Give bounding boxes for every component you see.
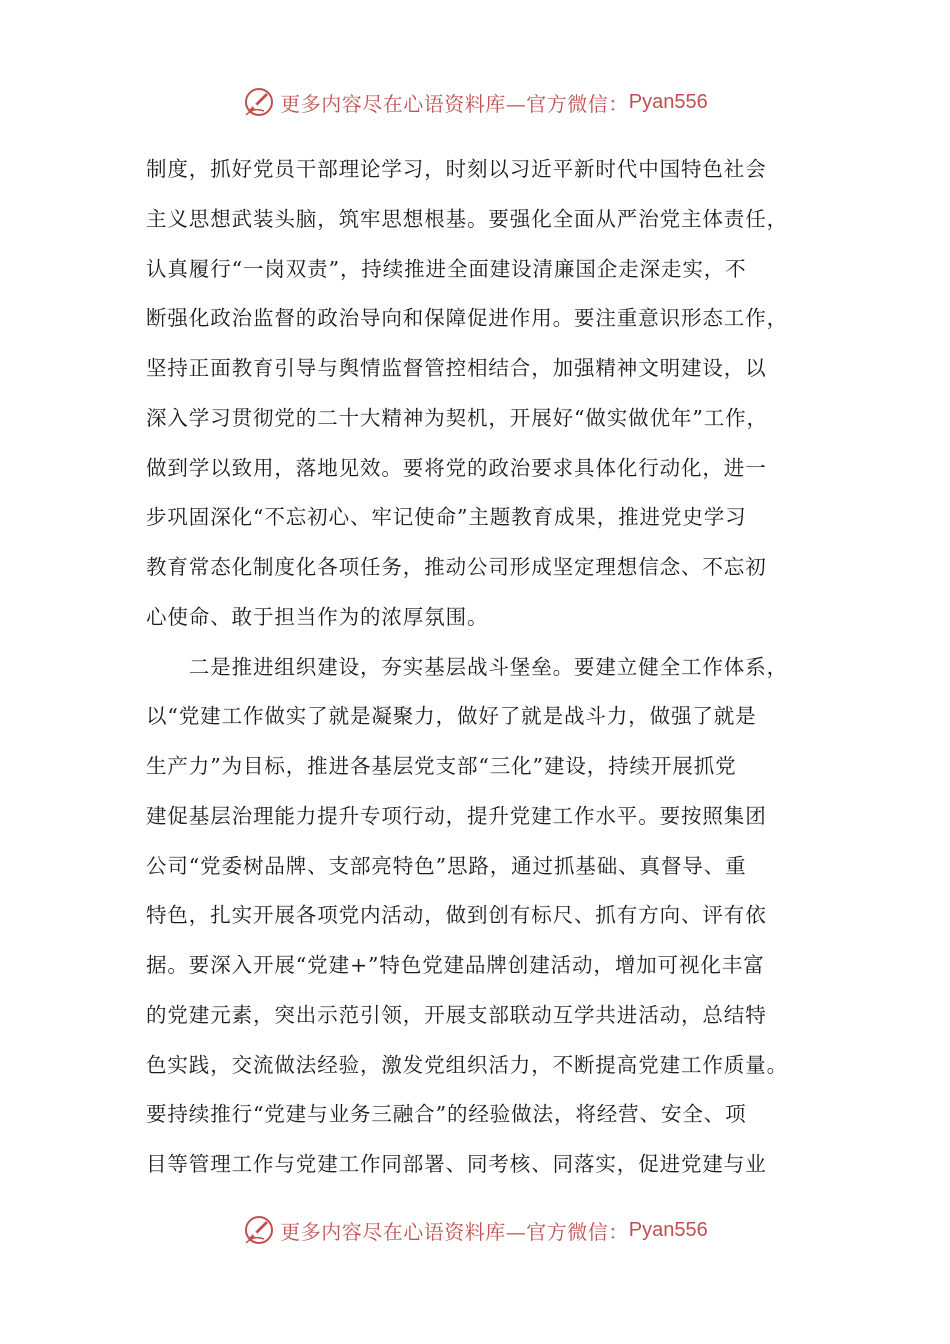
body-text-line: 的党建元素，突出示范引领，开展支部联动互学共进活动，总结特 — [146, 1002, 767, 1027]
footer-wechat-handle: Pyan556 — [628, 1218, 708, 1241]
body-text-line: 公司“党委树品牌、支部亮特色”思路，通过抓基础、真督导、重 — [146, 853, 747, 878]
footer-banner-text: 更多内容尽在心语资料库—官方微信： — [280, 1219, 629, 1244]
body-text-line: 坚持正面教育引导与舆情监督管控相结合，加强精神文明建设，以 — [146, 356, 767, 380]
body-text-line: 心使命、敢于担当作为的浓厚氛围。 — [146, 604, 489, 629]
header-banner — [0, 82, 950, 122]
body-text-line: 认真履行“一岗双责”，持续推进全面建设清廉国企走深走实，不 — [146, 256, 747, 281]
body-text-line: 二是推进组织建设，夯实基层战斗堡垒。要建立健全工作体系， — [146, 654, 788, 679]
body-text-line: 建促基层治理能力提升专项行动，提升党建工作水平。要按照集团 — [146, 803, 767, 828]
signature-pen-logo-icon — [242, 1213, 276, 1247]
body-text-line: 教育常态化制度化各项任务，推动公司形成坚定理想信念、不忘初 — [146, 555, 767, 579]
body-text-line: 生产力”为目标，推进各基层党支部“三化”建设，持续开展抓党 — [146, 754, 737, 778]
body-text-line: 深入学习贯彻党的二十大精神为契机，开展好“做实做优年”工作， — [146, 405, 768, 430]
body-text-line: 目等管理工作与党建工作同部署、同考核、同落实，促进党建与业 — [146, 1152, 767, 1176]
signature-pen-logo-icon — [242, 85, 276, 119]
body-text-line: 据。要深入开展“党建+”特色党建品牌创建活动，增加可视化丰富 — [146, 953, 765, 977]
body-text-line: 以“党建工作做实了就是凝聚力，做好了就是战斗力，做强了就是 — [146, 704, 757, 729]
body-text-line: 要持续推行“党建与业务三融合”的经验做法，将经营、安全、项 — [146, 1102, 747, 1127]
body-text-line: 做到学以致用，落地见效。要将党的政治要求具体化行动化，进一 — [146, 455, 767, 480]
header-banner-text: 更多内容尽在心语资料库—官方微信： — [280, 91, 629, 116]
body-text-line: 步巩固深化“不忘初心、牢记使命”主题教育成果，推进党史学习 — [146, 505, 747, 530]
body-text-line: 色实践，交流做法经验，激发党组织活力，不断提高党建工作质量。 — [146, 1052, 788, 1077]
body-text-line: 主义思想武装头脑，筑牢思想根基。要强化全面从严治党主体责任， — [146, 206, 788, 231]
header-wechat-handle: Pyan556 — [628, 90, 708, 113]
document-body — [146, 145, 826, 1190]
body-text-line: 断强化政治监督的政治导向和保障促进作用。要注重意识形态工作， — [146, 306, 788, 331]
body-text-line: 制度，抓好党员干部理论学习，时刻以习近平新时代中国特色社会 — [146, 157, 767, 181]
body-text-line: 特色，扎实开展各项党内活动，做到创有标尺、抓有方向、评有依 — [146, 903, 767, 928]
footer-banner — [0, 1210, 950, 1250]
